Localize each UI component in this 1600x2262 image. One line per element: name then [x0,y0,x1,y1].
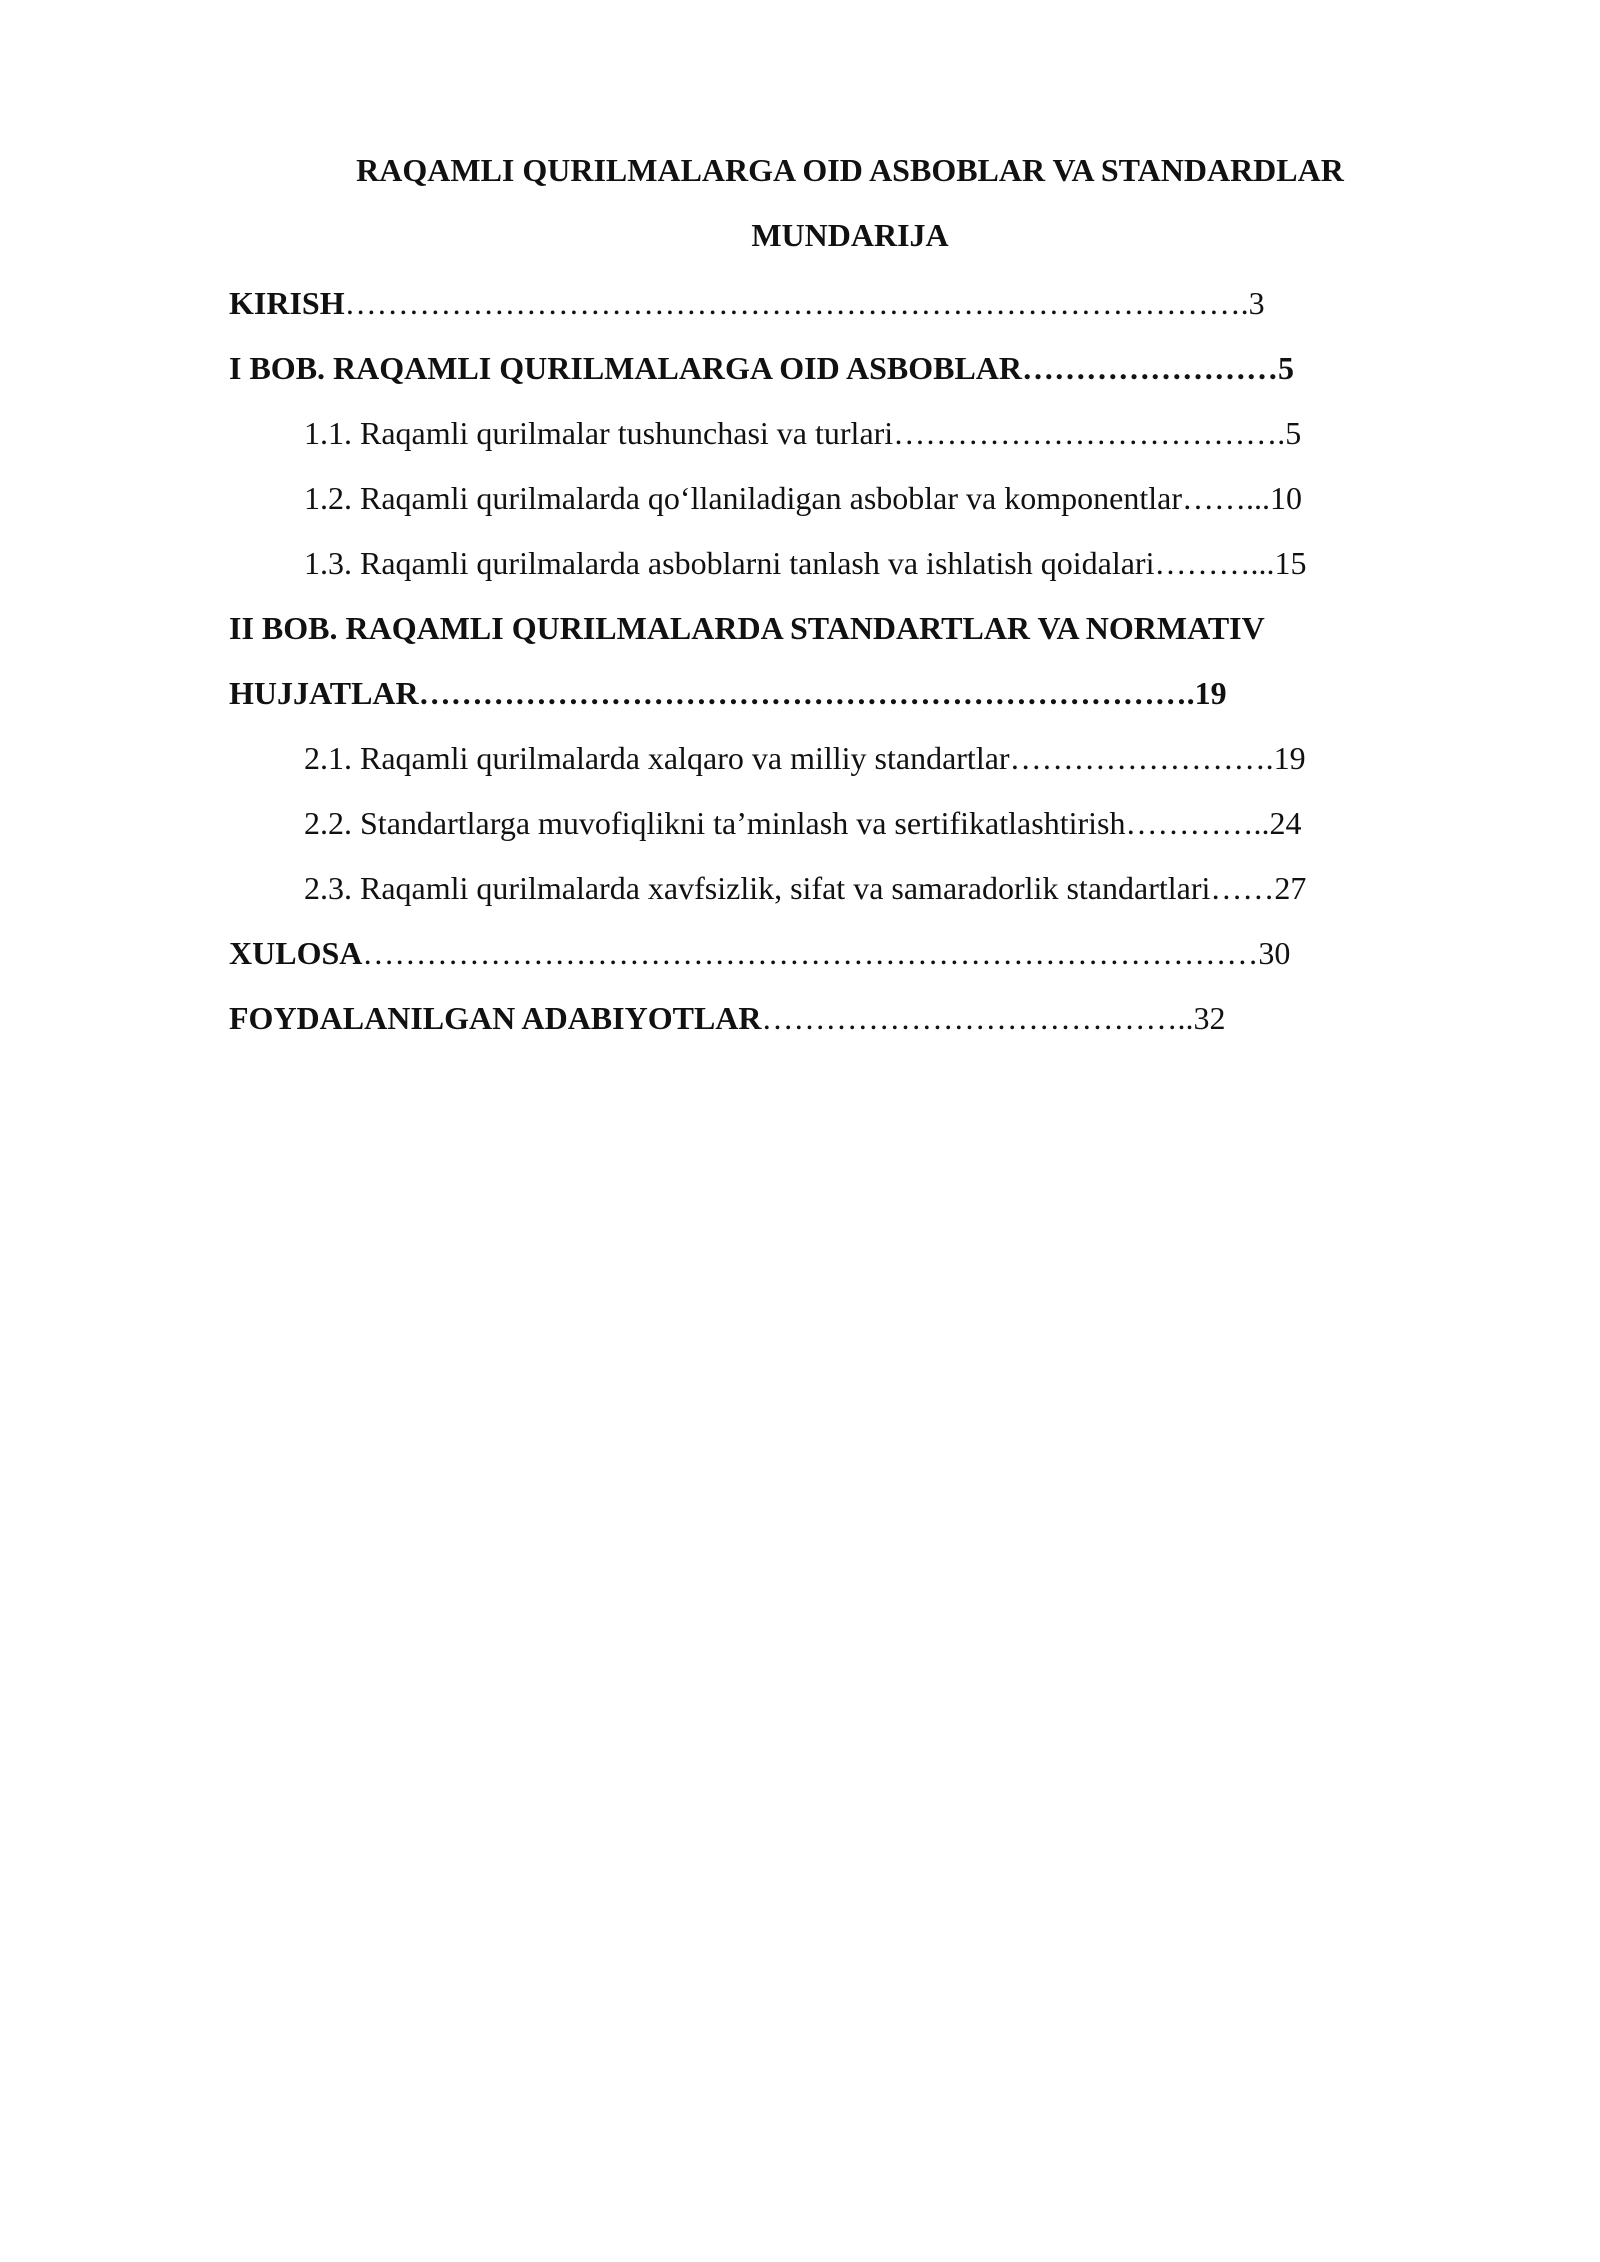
toc-leader: ………………………………….. [761,1000,1194,1036]
toc-leader: …………………………………………………………………………. [344,285,1249,321]
toc-page-number: 19 [1273,740,1306,776]
toc-entry-adabiyotlar [229,998,1226,1038]
document-title: RAQAMLI QURILMALARGA OID ASBOBLAR VA STANDARDLAR [356,152,1344,188]
toc-page-number: 27 [1274,870,1307,906]
toc-page-number: 24 [1269,805,1302,841]
toc-page-number: 5 [1285,415,1302,451]
toc-page-number: 5 [1278,350,1294,386]
toc-leader: ………………………………………………………………. [418,675,1195,711]
toc-entry-kirish [229,283,1265,323]
toc-page-number: 10 [1269,480,1302,516]
toc-entry-2-2 [304,803,1301,843]
toc-page-number: 3 [1248,285,1265,321]
toc-leader: …… [1210,870,1275,906]
toc-page-number: 19 [1194,675,1227,711]
toc-label: 1.1. Raqamli qurilmalar tushunchasi va turlari [304,415,894,451]
toc-leader: ………... [1154,545,1275,581]
toc-leader: ………………………………. [893,415,1286,451]
toc-entry-bob1 [229,348,1294,388]
toc-label: 2.2. Standartlarga muvofiqlikni ta’minlash va sertifikatlashtirish [304,805,1126,841]
toc-label: I BOB. RAQAMLI QURILMALARGA OID ASBOBLAR [229,350,1022,386]
toc-leader: ……... [1181,480,1270,516]
toc-entry-bob2-line2 [229,673,1227,713]
toc-page-number: 32 [1193,1000,1226,1036]
toc-label: HUJJATLAR [229,675,419,711]
toc-leader: ……………………. [1009,740,1274,776]
toc-entry-1-2 [304,478,1302,518]
toc-label: 2.3. Raqamli qurilmalarda xavfsizlik, sifat va samaradorlik standartlari [304,870,1211,906]
document-subtitle: MUNDARIJA [751,217,949,253]
toc-label: XULOSA [229,935,363,971]
toc-entry-2-3 [304,868,1306,908]
toc-label: 2.1. Raqamli qurilmalarda xalqaro va milliy standartlar [304,740,1010,776]
toc-label: II BOB. RAQAMLI QURILMALARDA STANDARTLAR VA NORMATIV [229,610,1265,646]
toc-label: KIRISH [229,285,345,321]
toc-label: 1.3. Raqamli qurilmalarda asboblarni tanlash va ishlatish qoidalari [304,545,1155,581]
toc-page-number: 15 [1274,545,1307,581]
toc-leader: ………….. [1125,805,1270,841]
toc-entry-xulosa [229,933,1290,973]
toc-leader: ………………………………………………………………………… [362,935,1259,971]
toc-label: FOYDALANILGAN ADABIYOTLAR [229,1000,762,1036]
toc-entry-1-3 [304,543,1306,583]
toc-page-number: 30 [1258,935,1291,971]
toc-entry-bob2-line1 [229,608,1265,648]
toc-entry-2-1 [304,738,1306,778]
toc-leader: …………………… [1022,350,1278,386]
toc-label: 1.2. Raqamli qurilmalarda qo‘llaniladigan asboblar va komponentlar [304,480,1182,516]
toc-entry-1-1 [304,413,1301,453]
